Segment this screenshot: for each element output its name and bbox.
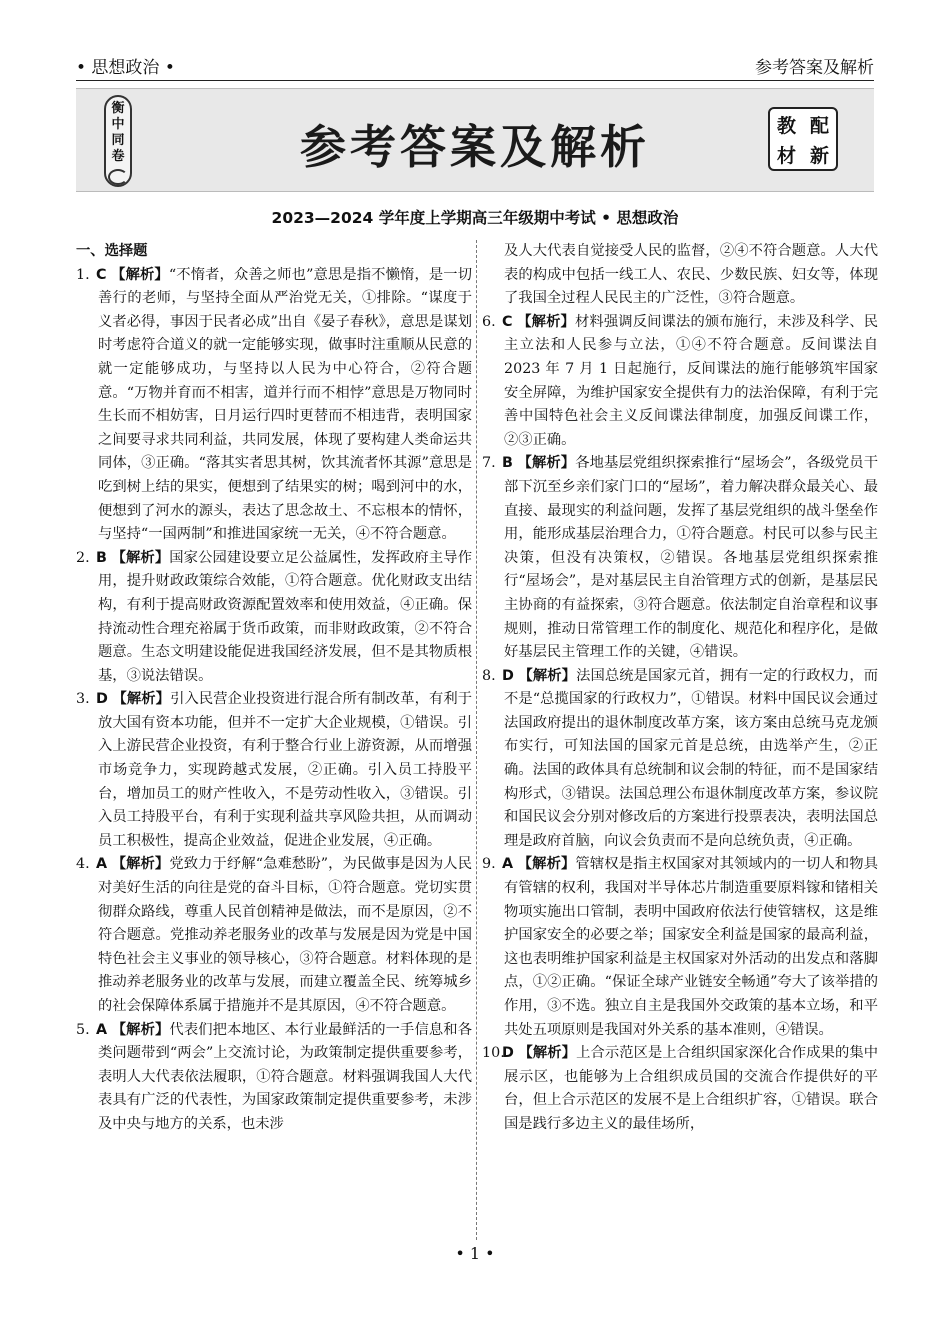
left-column	[76, 240, 472, 1137]
item-number: 8.	[482, 667, 496, 684]
item-number: 9.	[482, 856, 496, 873]
stamp-char: 配	[809, 114, 829, 137]
item-text: 国家公园建设要立足公益属性，发挥政府主导作用，提升财政政策综合效能，①符合题意。优化财政支出结构，有利于提高财政资源配置效率和使用效益，④正确。保持流动性合理充裕属于货币政策，而非财政政策，②不符合题意。生态文明建设能促进我国经济发展，但不是其物质根基，③说法错误。	[98, 549, 472, 684]
seal-char: 衡	[111, 101, 125, 116]
item-tag: 【解析】	[517, 313, 575, 330]
item-answer: D	[502, 667, 514, 684]
item-text: 上合示范区是上合组织国家深化合作成果的集中展示区，也能够为上合组织成员国的交流合作提供好的平台，但上合示范区的发展不是上合组织扩容，①错误。联合国是践行多边主义的最佳场所，	[504, 1045, 879, 1132]
item-text: 管辖权是指主权国家对其领域内的一切人和物具有管辖的权利，我国对半导体芯片制造重要原料镓和锗相关物项实施出口管制，表明中国政府依法行使管辖权，这是维护国家安全的必要之举；国家安全利益是国家的最高利益，这也表明维护国家利益是主权国家对外活动的出发点和落脚点，①②正确。“保证全球产业链安全畅通”夸大了该举措的作用，③不选。独立自主是我国外交政策的基本立场，和平共处五项原则是我国对外关系的基本准则，④错误。	[504, 856, 879, 1038]
answer-item	[482, 665, 878, 854]
answer-item	[76, 853, 472, 1018]
answer-item	[482, 452, 878, 664]
item-tag: 【解析】	[111, 549, 170, 566]
item-text: 各地基层党组织探索推行“屋场会”，各级党员干部下沉至乡亲们家门口的“屋场”，着力解决群众最关心、最直接、最现实的利益问题，发挥了基层党组织的战斗堡垒作用，能形成基层治理合力，①符合题意。村民可以参与民主决策，但没有决策权，②错误。各地基层党组织探索推行“屋场会”，是对基层民主自治管理方式的创新，是基层民主协商的有益探索，③符合题意。依法制定自治章程和议事规则，推动日常管理工作的制度化、规范化和程序化，是做好基层民主管理工作的关键，④错误。	[504, 455, 878, 661]
header-section: 参考答案及解析	[755, 58, 874, 78]
item-text: 代表们把本地区、本行业最鲜活的一手信息和各类问题带到“两会”上交流讨论，为政策制定提供重要参考，表明人大代表依法履职，①符合题意。材料强调我国人大代表具有广泛的代表性，为国家政策制定提供重要参考，未涉及中央与地方的关系，也未涉	[98, 1021, 473, 1132]
item-text: “不惰者，众善之师也”意思是指不懒惰，是一切善行的老师，与坚持全面从严治党无关，①排除。“谋度于义者必得，事因于民者必成”出自《晏子春秋》，意思是谋划时考虑符合道义的就一定能够实现，做事时注重顺从民意的就一定能够成功，与坚持以人民为中心符合，②符合题意。“万物并育而不相害，道并行而不相悖”意思是万物同时生长而不相妨害，日月运行四时更替而不相违背，表明国家之间要寻求共同利益，共同发展，体现了要构建人类命运共同体，③正确。“落其实者思其树，饮其流者怀其源”意思是吃到树上结的果实，便想到了结果实的树；喝到河中的水，便想到了河水的源头，表达了思念故土、不忘根本的情怀，与坚持“一国两制”和推进国家统一无关，④不符合题意。	[98, 266, 472, 543]
seal-char: 中	[111, 117, 125, 132]
item-answer: C	[96, 266, 107, 283]
banner-title: 参考答案及解析	[300, 120, 650, 174]
item-answer: B	[502, 455, 513, 472]
answer-item	[76, 547, 472, 689]
item-text: 党致力于纾解“急难愁盼”，为民做事是因为人民对美好生活的向往是党的奋斗目标，①符合题意。党切实贯彻群众路线，尊重人民首创精神是做法，而不是原因，②不符合题意。党推动养老服务业的改革与发展是因为党是中国特色社会主义事业的领导核心，③符合题意。材料体现的是推动养老服务业的改革与发展，而建立覆盖全民、统筹城乡的社会保障体系属于措施并不是其原因，④不符合题意。	[98, 856, 473, 1014]
right-column	[482, 240, 878, 1137]
item-answer: D	[96, 691, 108, 708]
seal-char: 卷	[111, 149, 125, 164]
item-answer: D	[502, 1045, 514, 1062]
item-number: 2.	[76, 549, 90, 566]
answer-item	[482, 853, 878, 1042]
item-text: 材料强调反间谍法的颁布施行，未涉及科学、民主立法和人民参与立法，①④不符合题意。反间谍法自 2023 年 7 月 1 日起施行，反间谍法的施行能够筑牢国家安全屏障，为维护国家安全提供有力的法治保障，有利于完善中国特色社会主义反间谍法律制度，加强反间谍工作，②③正确。	[504, 313, 879, 448]
item-number: 4.	[76, 856, 90, 873]
item-text: 引入民营企业投资进行混合所有制改革，有利于放大国有资本功能，但并不一定扩大企业规模，①错误。引入上游民营企业投资，有利于整合行业上游资源，从而增强市场竞争力，实现跨越式发展，②正确。引入员工持股平台，增加员工的财产性收入，不是劳动性收入，③错误。引入员工持股平台，有利于实现利益共享风险共担，从而调动员工积极性，提高企业效益，促进企业发展，④正确。	[98, 691, 473, 849]
item-tag: 【解析】	[111, 1021, 170, 1038]
item-text: 法国总统是国家元首，拥有一定的行政权力，而不是“总揽国家的行政权力”，①错误。材料中国民议会通过法国政府提出的退休制度改革方案，该方案由总统马克龙颁布实行，可知法国的国家元首是总统，由选举产生，②正确。法国的政体具有总统制和议会制的特征，而不是国家结构形式，③错误。法国总理公布退休制度改革方案，参议院和国民议会分别对修改后的方案进行投票表决，表明法国总理是政府首脑，向议会负责而不是向总统负责，④正确。	[504, 667, 879, 849]
stamp-char: 新	[809, 144, 829, 167]
running-header	[76, 52, 874, 81]
section-heading: 一、选择题	[76, 243, 148, 259]
answer-item	[482, 1042, 878, 1136]
item-answer: C	[502, 313, 513, 330]
item-tag: 【解析】	[517, 455, 576, 472]
item-tag: 【解析】	[518, 667, 577, 684]
item-number: 7.	[482, 455, 496, 472]
column-divider	[476, 240, 477, 1240]
item-answer: A	[96, 856, 108, 873]
stamp-char: 材	[776, 144, 796, 167]
page-number: • 1 •	[455, 1244, 495, 1263]
exam-subtitle: 2023—2024 学年度上学期高三年级期中考试 • 思想政治	[271, 209, 679, 227]
item-number: 3.	[76, 691, 90, 708]
answer-item	[76, 1019, 472, 1137]
item-tag: 【解析】	[111, 266, 169, 283]
item-number: 6.	[482, 313, 496, 330]
seal-char: 同	[111, 133, 125, 148]
item-tag: 【解析】	[111, 856, 170, 873]
answer-item	[76, 688, 472, 853]
answer-item	[482, 311, 878, 453]
item-answer: B	[96, 549, 107, 566]
item-answer: A	[502, 856, 514, 873]
item-tag: 【解析】	[518, 1045, 577, 1062]
item-number: 5.	[76, 1021, 90, 1038]
item-tag: 【解析】	[517, 856, 576, 873]
answer-item	[76, 264, 472, 547]
item-number: 10.	[482, 1045, 505, 1062]
item-answer: A	[96, 1021, 108, 1038]
title-banner	[76, 88, 874, 192]
item-tag: 【解析】	[112, 691, 171, 708]
header-subject: • 思想政治 •	[76, 58, 175, 78]
stamp-logo	[768, 107, 838, 171]
stamp-char: 教	[776, 114, 796, 137]
item-number: 1.	[76, 266, 90, 283]
answer-item-continuation: 及人大代表自觉接受人民的监督，②④不符合题意。人大代表的构成中包括一线工人、农民、少数民族、妇女等，体现了我国全过程人民民主的广泛性，③符合题意。	[504, 243, 878, 307]
